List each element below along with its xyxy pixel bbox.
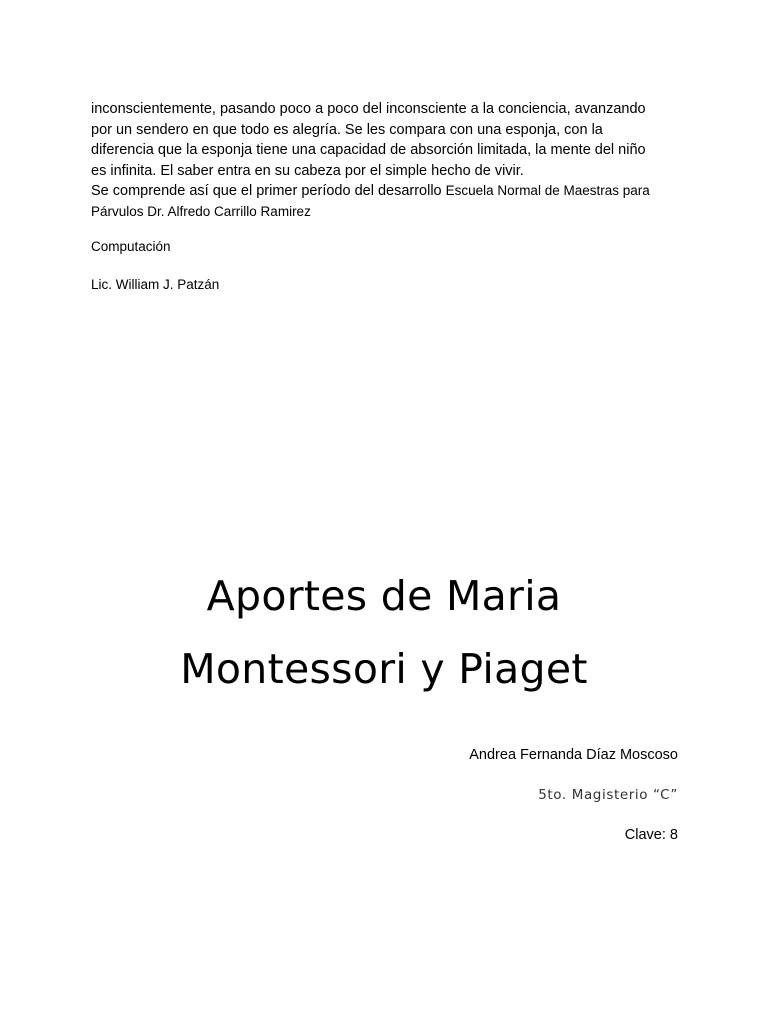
student-key: Clave: 8 — [624, 827, 678, 843]
paragraph-line: diferencia que la esponja tiene una capacidad de absorción limitada, la mente del niño — [91, 142, 646, 158]
body-paragraph — [91, 99, 691, 222]
course-name: Computación — [91, 239, 171, 254]
paragraph-line: por un sendero en que todo es alegría. Se les compara con una esponja, con la — [91, 121, 603, 138]
teacher-name: Lic. William J. Patzán — [91, 277, 220, 292]
paragraph-line: es infinita. El saber entra en su cabeza por el simple hecho de vivir. — [91, 162, 524, 179]
paragraph-line-with-school — [91, 181, 691, 202]
document-title-line-2: Montessori y Piaget — [180, 645, 588, 693]
paragraph-line: inconscientemente, pasando poco a poco del inconsciente a la conciencia, avanzando — [91, 101, 646, 117]
paragraph-line: Se comprende así que el primer período del desarrollo — [91, 183, 442, 199]
document-title-line-1: Aportes de Maria — [206, 572, 562, 620]
school-name-start: Escuela Normal de Maestras para — [445, 183, 650, 198]
author-name: Andrea Fernanda Díaz Moscoso — [469, 747, 678, 763]
grade-section: 5to. Magisterio “C” — [538, 787, 678, 803]
school-name-end: Párvulos Dr. Alfredo Carrillo Ramirez — [91, 203, 311, 219]
